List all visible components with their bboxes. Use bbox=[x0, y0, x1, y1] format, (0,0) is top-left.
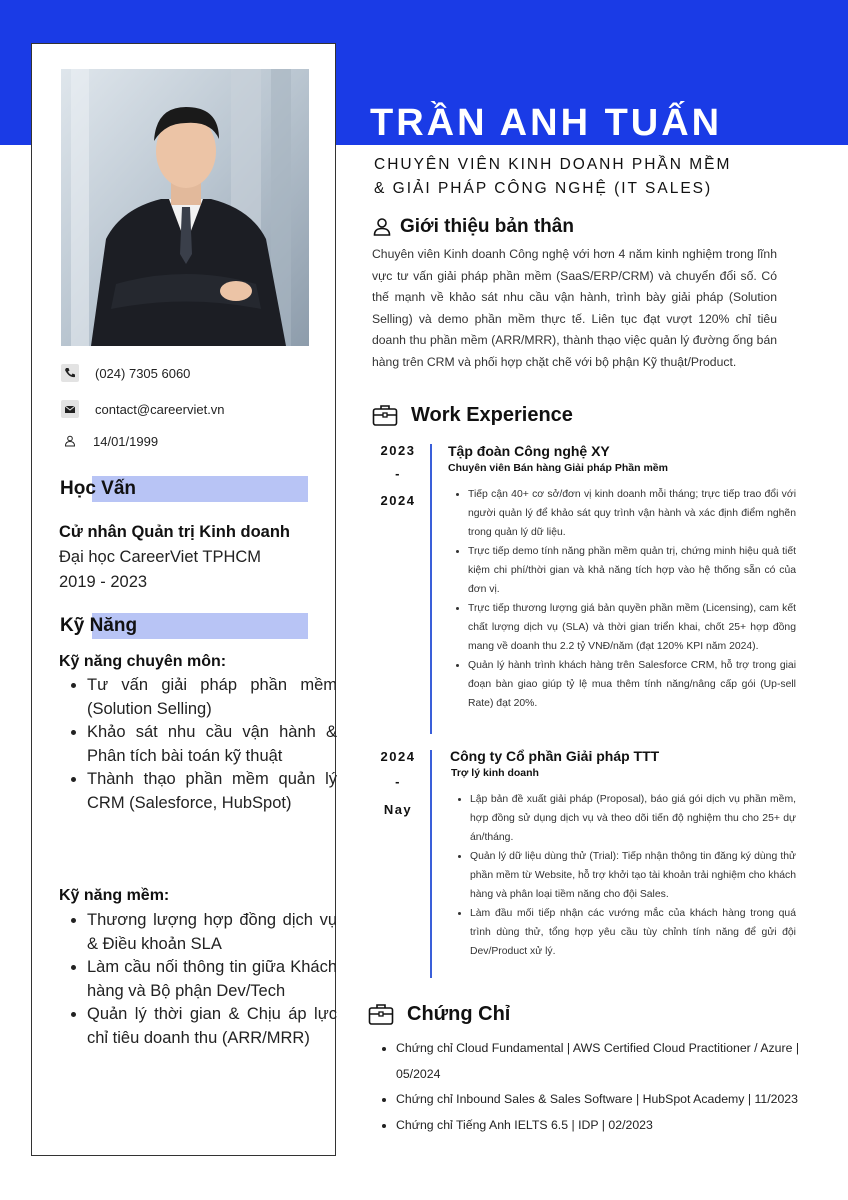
role-line-2: & GIẢI PHÁP CÔNG NGHỆ (IT SALES) bbox=[374, 180, 713, 197]
profile-photo bbox=[61, 69, 309, 346]
job-2-year-start: 2024 bbox=[380, 749, 416, 764]
list-item: • Quản lý hành trình khách hàng trên Salesforce CRM, hỗ trợ trong giai đoạn bàn giao giúp tỷ lệ mua thêm tính năng/nâng cấp gói (Up-sell Rate) đạt 20%. bbox=[468, 656, 796, 713]
job-2-company: Công ty Cổ phần Giải pháp TTT bbox=[450, 748, 660, 764]
about-heading-text: Giới thiệu bản thân bbox=[400, 216, 574, 237]
certificates-list bbox=[380, 1036, 816, 1138]
education-block bbox=[59, 520, 290, 595]
list-item: • Lập bản đề xuất giải pháp (Proposal), báo giá gói dịch vụ phần mềm, hợp đồng sử dụng dịch vụ và theo dõi tiến độ nghiệm thu cho 25+ dự án/tháng. bbox=[470, 790, 796, 847]
job-2-dash: - bbox=[395, 774, 401, 789]
list-item: • Trực tiếp thương lượng giá bản quyền phần mềm (Licensing), cam kết chất lượng dịch vụ (SLA) và thời gian triển khai, chốt 25+ hợp đồng mang về doanh thu 2.2 tỷ VNĐ/năm (đạt 120% KPI năm 2024). bbox=[468, 599, 796, 656]
experience-heading-text: Work Experience bbox=[411, 403, 573, 426]
experience-heading bbox=[372, 403, 573, 427]
job-1-year-start: 2023 bbox=[380, 443, 416, 458]
phone-icon bbox=[61, 364, 79, 382]
contact-email bbox=[61, 400, 225, 418]
list-item: • Làm cầu nối thông tin giữa Khách hàng và Bộ phận Dev/Tech bbox=[87, 956, 337, 1003]
education-years: 2019 - 2023 bbox=[59, 573, 148, 591]
hard-skills-heading: Kỹ năng chuyên môn: bbox=[59, 653, 227, 670]
hard-skills-list bbox=[59, 674, 337, 815]
job-1-bullets bbox=[450, 485, 796, 713]
job-1-year-end: 2024 bbox=[380, 493, 416, 508]
contact-phone bbox=[61, 364, 190, 382]
person-icon bbox=[61, 432, 79, 450]
list-item: • Trực tiếp demo tính năng phần mềm quản trị, chứng minh hiệu quả tiết kiệm chi phí/thời gian và khả năng tích hợp vào hệ thống sẵn có của đơn vị. bbox=[468, 542, 796, 599]
sidebar bbox=[31, 43, 336, 1156]
education-school: Đại học CareerViet TPHCM bbox=[59, 548, 262, 566]
candidate-role bbox=[374, 153, 814, 201]
certificates-heading bbox=[368, 1002, 510, 1026]
about-text: Chuyên viên Kinh doanh Công nghệ với hơn 4 năm kinh nghiệm trong lĩnh vực tư vấn giải pháp phần mềm (SaaS/ERP/CRM) và chuyển đổi số. Có thế mạnh về khảo sát nhu cầu vận hành, trình bày giải pháp (Solution Selling) và demo phần mềm thực tế. Liên tục đạt vượt 120% chỉ tiêu doanh thu phần mềm (ARR/MRR), thành thạo việc quản lý đường ống bán hàng trên CRM và phối hợp chặt chẽ với bộ phận Kỹ thuật/Product. bbox=[372, 247, 777, 369]
list-item: • Làm đầu mối tiếp nhận các vướng mắc của khách hàng trong quá trình dùng thử, tổng hợp yêu cầu tùy chỉnh tính năng để gửi đội Dev/Product xử lý. bbox=[470, 904, 796, 961]
soft-skills-heading: Kỹ năng mềm: bbox=[59, 887, 170, 904]
soft-skills-list bbox=[59, 909, 337, 1050]
list-item: • Chứng chỉ Tiếng Anh IELTS 6.5 | IDP | 02/2023 bbox=[396, 1113, 816, 1139]
phone-text[interactable]: (024) 7305 6060 bbox=[95, 365, 191, 381]
list-item: • Chứng chỉ Cloud Fundamental | AWS Certified Cloud Practitioner / Azure | 05/2024 bbox=[396, 1036, 816, 1087]
job-2-year-end: Nay bbox=[383, 802, 413, 817]
certificates-heading-text: Chứng Chỉ bbox=[407, 1002, 511, 1025]
skills-heading bbox=[58, 613, 310, 639]
job-1-company: Tập đoàn Công nghệ XY bbox=[448, 443, 610, 459]
job-1-dash: - bbox=[395, 466, 401, 481]
education-degree: Cử nhân Quản trị Kinh doanh bbox=[59, 523, 291, 541]
candidate-name: TRẦN ANH TUẤN bbox=[370, 102, 723, 144]
about-heading bbox=[372, 216, 574, 238]
timeline-line bbox=[430, 444, 432, 734]
skills-heading-text: Kỹ Năng bbox=[60, 615, 138, 636]
mail-icon bbox=[61, 400, 79, 418]
job-2-bullets bbox=[452, 790, 796, 961]
list-item: • Tiếp cận 40+ cơ sở/đơn vị kinh doanh mỗi tháng; trực tiếp trao đổi với người quản lý để khảo sát quy trình vận hành và xác định điểm nghẽn trong quản lý dữ liệu. bbox=[468, 485, 796, 542]
email-text[interactable]: contact@careerviet.vn bbox=[95, 401, 225, 417]
list-item: • Quản lý dữ liệu dùng thử (Trial): Tiếp nhận thông tin đăng ký dùng thử phần mềm từ Website, hỗ trợ khởi tạo tài khoản trải nghiệm cho khách hàng và phân loại tiềm năng cho đội Sales. bbox=[470, 847, 796, 904]
birthday-text: 14/01/1999 bbox=[93, 433, 159, 449]
list-item: • Tư vấn giải pháp phần mềm (Solution Selling) bbox=[87, 674, 337, 721]
person-icon bbox=[372, 217, 392, 237]
list-item: • Khảo sát nhu cầu vận hành & Phân tích bài toán kỹ thuật bbox=[87, 721, 337, 768]
list-item: • Thương lượng hợp đồng dịch vụ & Điều khoản SLA bbox=[87, 909, 337, 956]
job-2-title: Trợ lý kinh doanh bbox=[451, 767, 539, 779]
role-line-1: CHUYÊN VIÊN KINH DOANH PHẦN MỀM bbox=[374, 156, 732, 173]
list-item: • Thành thạo phần mềm quản lý CRM (Salesforce, HubSpot) bbox=[87, 768, 337, 815]
briefcase-icon bbox=[368, 1002, 394, 1026]
list-item: • Chứng chỉ Inbound Sales & Sales Software | HubSpot Academy | 11/2023 bbox=[396, 1087, 816, 1113]
education-heading bbox=[58, 476, 310, 502]
contact-birthday bbox=[61, 432, 158, 450]
job-1-title: Chuyên viên Bán hàng Giải pháp Phần mềm bbox=[448, 462, 668, 474]
briefcase-icon bbox=[372, 403, 398, 427]
education-heading-text: Học Vấn bbox=[60, 478, 137, 499]
timeline-line bbox=[430, 750, 432, 978]
list-item: • Quản lý thời gian & Chịu áp lực chỉ tiêu doanh thu (ARR/MRR) bbox=[87, 1003, 337, 1050]
